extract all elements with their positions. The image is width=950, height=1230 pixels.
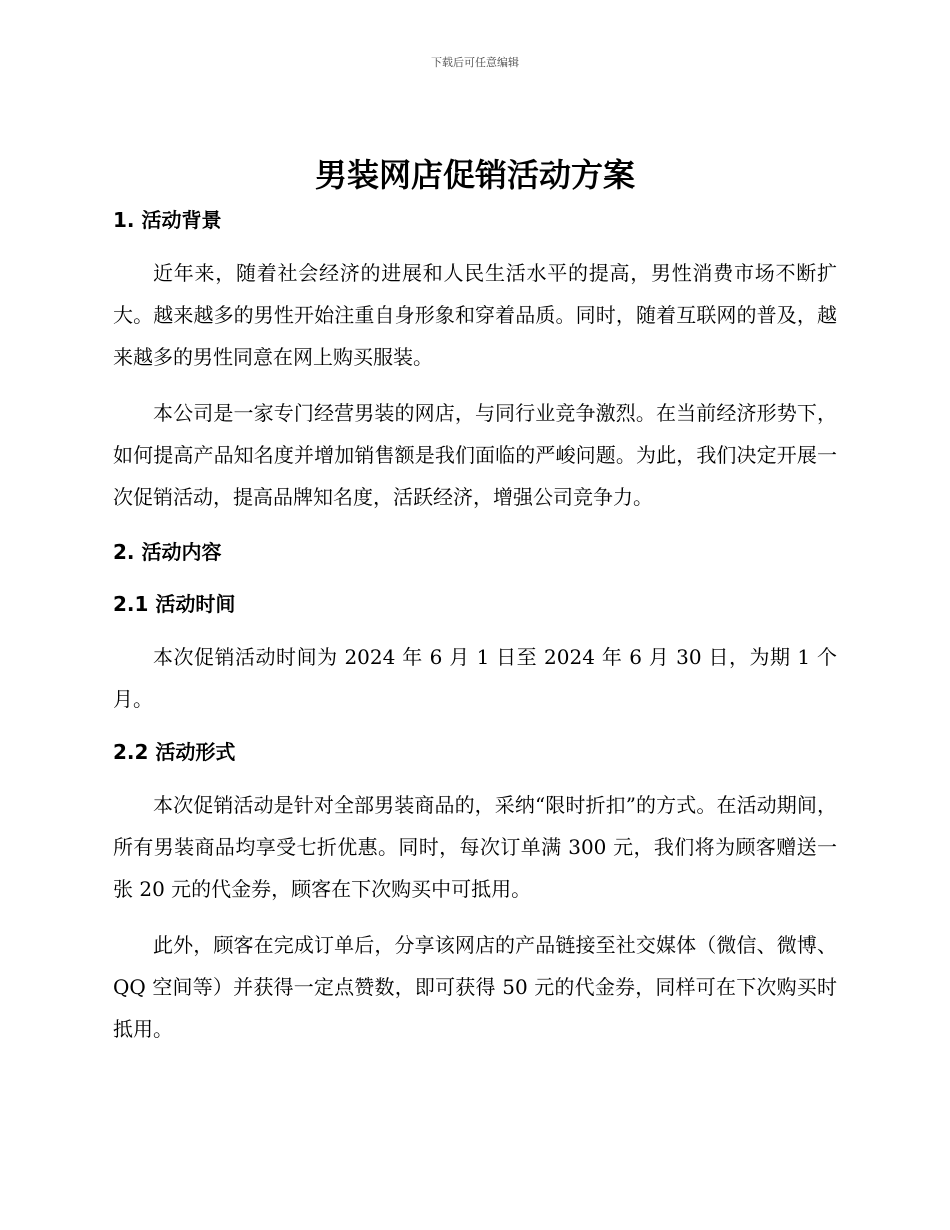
section-heading-background: 1. 活动背景 — [113, 208, 222, 232]
header-note: 下载后可任意编辑 — [431, 56, 519, 69]
paragraph-time-1: 本次促销活动时间为 2024 年 6 月 1 日至 2024 年 6 月 30 日，为期 1 个月。 — [113, 645, 837, 711]
paragraph-background-2: 本公司是一家专门经营男装的网店，与同行业竞争激烈。在当前经济形势下，如何提高产品知名度并增加销售额是我们面临的严峻问题。为此，我们决定开展一次促销活动，提高品牌知名度，活跃经济，增强公司竞争力。 — [113, 401, 837, 509]
paragraph-background-1: 近年来，随着社会经济的进展和人民生活水平的提高，男性消费市场不断扩大。越来越多的男性开始注重自身形象和穿着品质。同时，随着互联网的普及，越来越多的男性同意在网上购买服装。 — [113, 261, 837, 369]
paragraph-form-1: 本次促销活动是针对全部男装商品的，采纳“限时折扣”的方式。在活动期间，所有男装商品均享受七折优惠。同时，每次订单满 300 元，我们将为顾客赠送一张 20 元的代金券，顾客在下次购买中可抵用。 — [113, 793, 837, 901]
section-heading-content: 2. 活动内容 — [113, 540, 222, 564]
document-body — [113, 200, 837, 1050]
subsection-heading-time: 2.1 活动时间 — [113, 592, 236, 616]
subsection-heading-form: 2.2 活动形式 — [113, 740, 236, 764]
paragraph-form-2: 此外，顾客在完成订单后，分享该网店的产品链接至社交媒体（微信、微博、QQ 空间等）并获得一定点赞数，即可获得 50 元的代金券，同样可在下次购买时抵用。 — [113, 933, 837, 1041]
document-title: 男装网店促销活动方案 — [314, 156, 635, 194]
